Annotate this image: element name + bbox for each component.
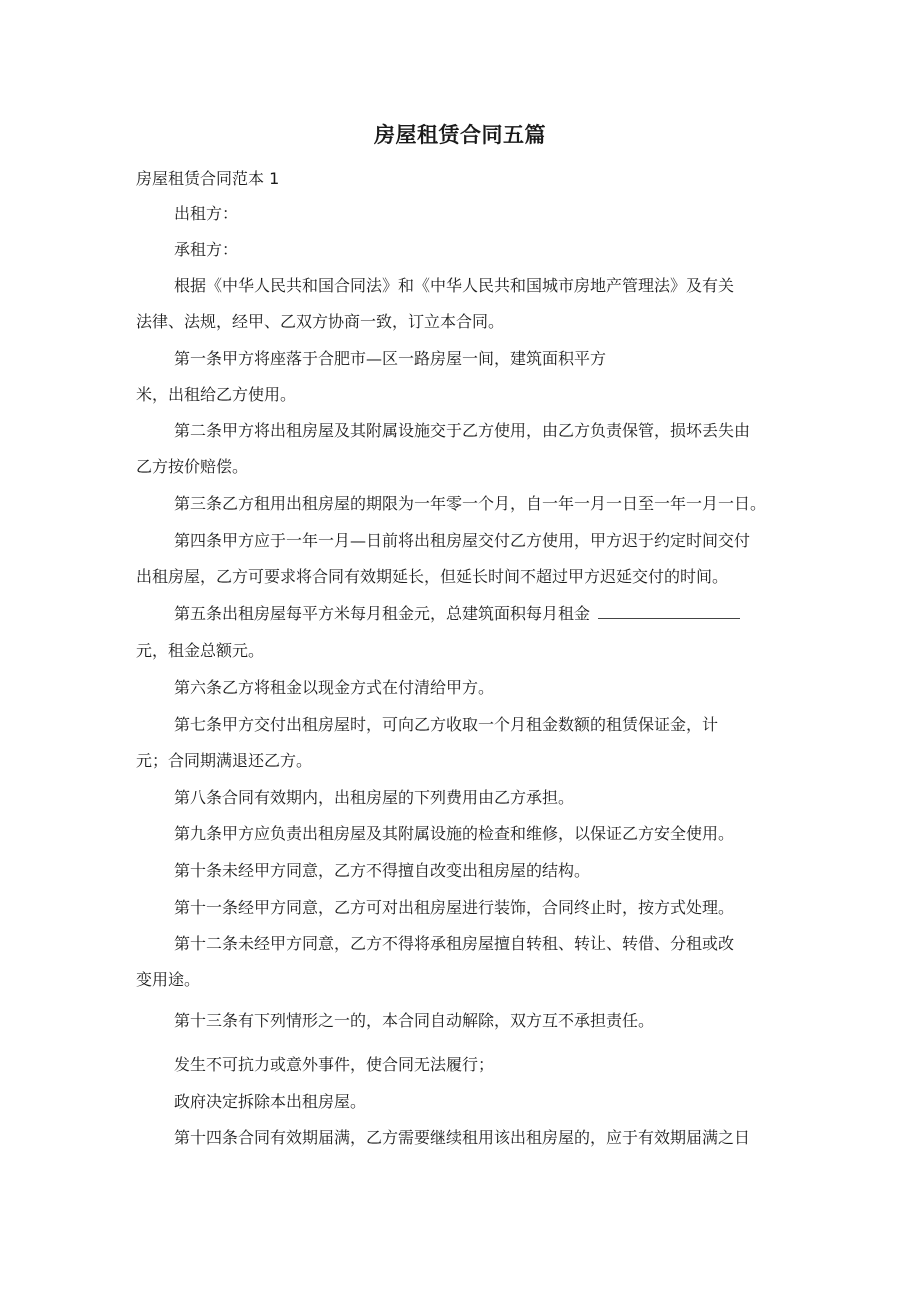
article-2-line-2: 乙方按价赔偿。	[136, 457, 249, 476]
article-4-line-2: 出租房屋，乙方可要求将合同有效期延长，但延长时间不超过甲方迟延交付的时间。	[136, 567, 729, 586]
article-5-line-2: 元，租金总额元。	[136, 641, 265, 660]
article-13-item-2: 政府决定拆除本出租房屋。	[174, 1092, 367, 1111]
article-12-line-2: 变用途。	[136, 970, 201, 989]
article-1-line-1: 第一条甲方将座落于合肥市—区一路房屋一间，建筑面积平方	[174, 349, 607, 368]
article-11-line: 第十一条经甲方同意，乙方可对出租房屋进行装饰，合同终止时，按方式处理。	[174, 898, 735, 917]
article-13-line: 第十三条有下列情形之一的，本合同自动解除，双方互不承担责任。	[174, 1011, 655, 1030]
lessee-line: 承租方：	[174, 240, 239, 259]
document-title: 房屋租赁合同五篇	[374, 123, 546, 147]
article-3-line: 第三条乙方租用出租房屋的期限为一年零一个月，自一年一月一日至一年一月一日。	[174, 494, 767, 513]
article-6-line: 第六条乙方将租金以现金方式在付清给甲方。	[174, 678, 495, 697]
article-12-line-1: 第十二条未经甲方同意，乙方不得将承租房屋擅自转租、转让、转借、分租或改	[174, 934, 735, 953]
article-9-line: 第九条甲方应负责出租房屋及其附属设施的检查和维修，以保证乙方安全使用。	[174, 824, 735, 843]
article-8-line: 第八条合同有效期内，出租房屋的下列费用由乙方承担。	[174, 788, 575, 807]
article-13-item-1: 发生不可抗力或意外事件，使合同无法履行；	[174, 1055, 495, 1074]
article-4-line-1: 第四条甲方应于一年一月—日前将出租房屋交付乙方使用，甲方迟于约定时间交付	[174, 531, 751, 550]
document-subtitle: 房屋租赁合同范本 1	[136, 169, 280, 188]
rent-blank-field	[598, 604, 740, 619]
article-14-line-1: 第十四条合同有效期届满，乙方需要继续租用该出租房屋的，应于有效期届满之日	[174, 1128, 751, 1147]
article-5-text: 第五条出租房屋每平方米每月租金元，总建筑面积每月租金	[174, 604, 591, 623]
article-1-line-2: 米，出租给乙方使用。	[136, 385, 297, 404]
article-2-line-1: 第二条甲方将出租房屋及其附属设施交于乙方使用，由乙方负责保管，损坏丢失由	[174, 421, 751, 440]
article-5-line-1	[174, 604, 740, 624]
article-10-line: 第十条未经甲方同意，乙方不得擅自改变出租房屋的结构。	[174, 861, 591, 880]
preamble-line-1: 根据《中华人民共和国合同法》和《中华人民共和国城市房地产管理法》及有关	[174, 276, 735, 295]
preamble-line-2: 法律、法规，经甲、乙双方协商一致，订立本合同。	[136, 312, 505, 331]
article-7-line-1: 第七条甲方交付出租房屋时，可向乙方收取一个月租金数额的租赁保证金，计	[174, 715, 719, 734]
article-7-line-2: 元；合同期满退还乙方。	[136, 751, 313, 770]
lessor-line: 出租方：	[174, 204, 239, 223]
